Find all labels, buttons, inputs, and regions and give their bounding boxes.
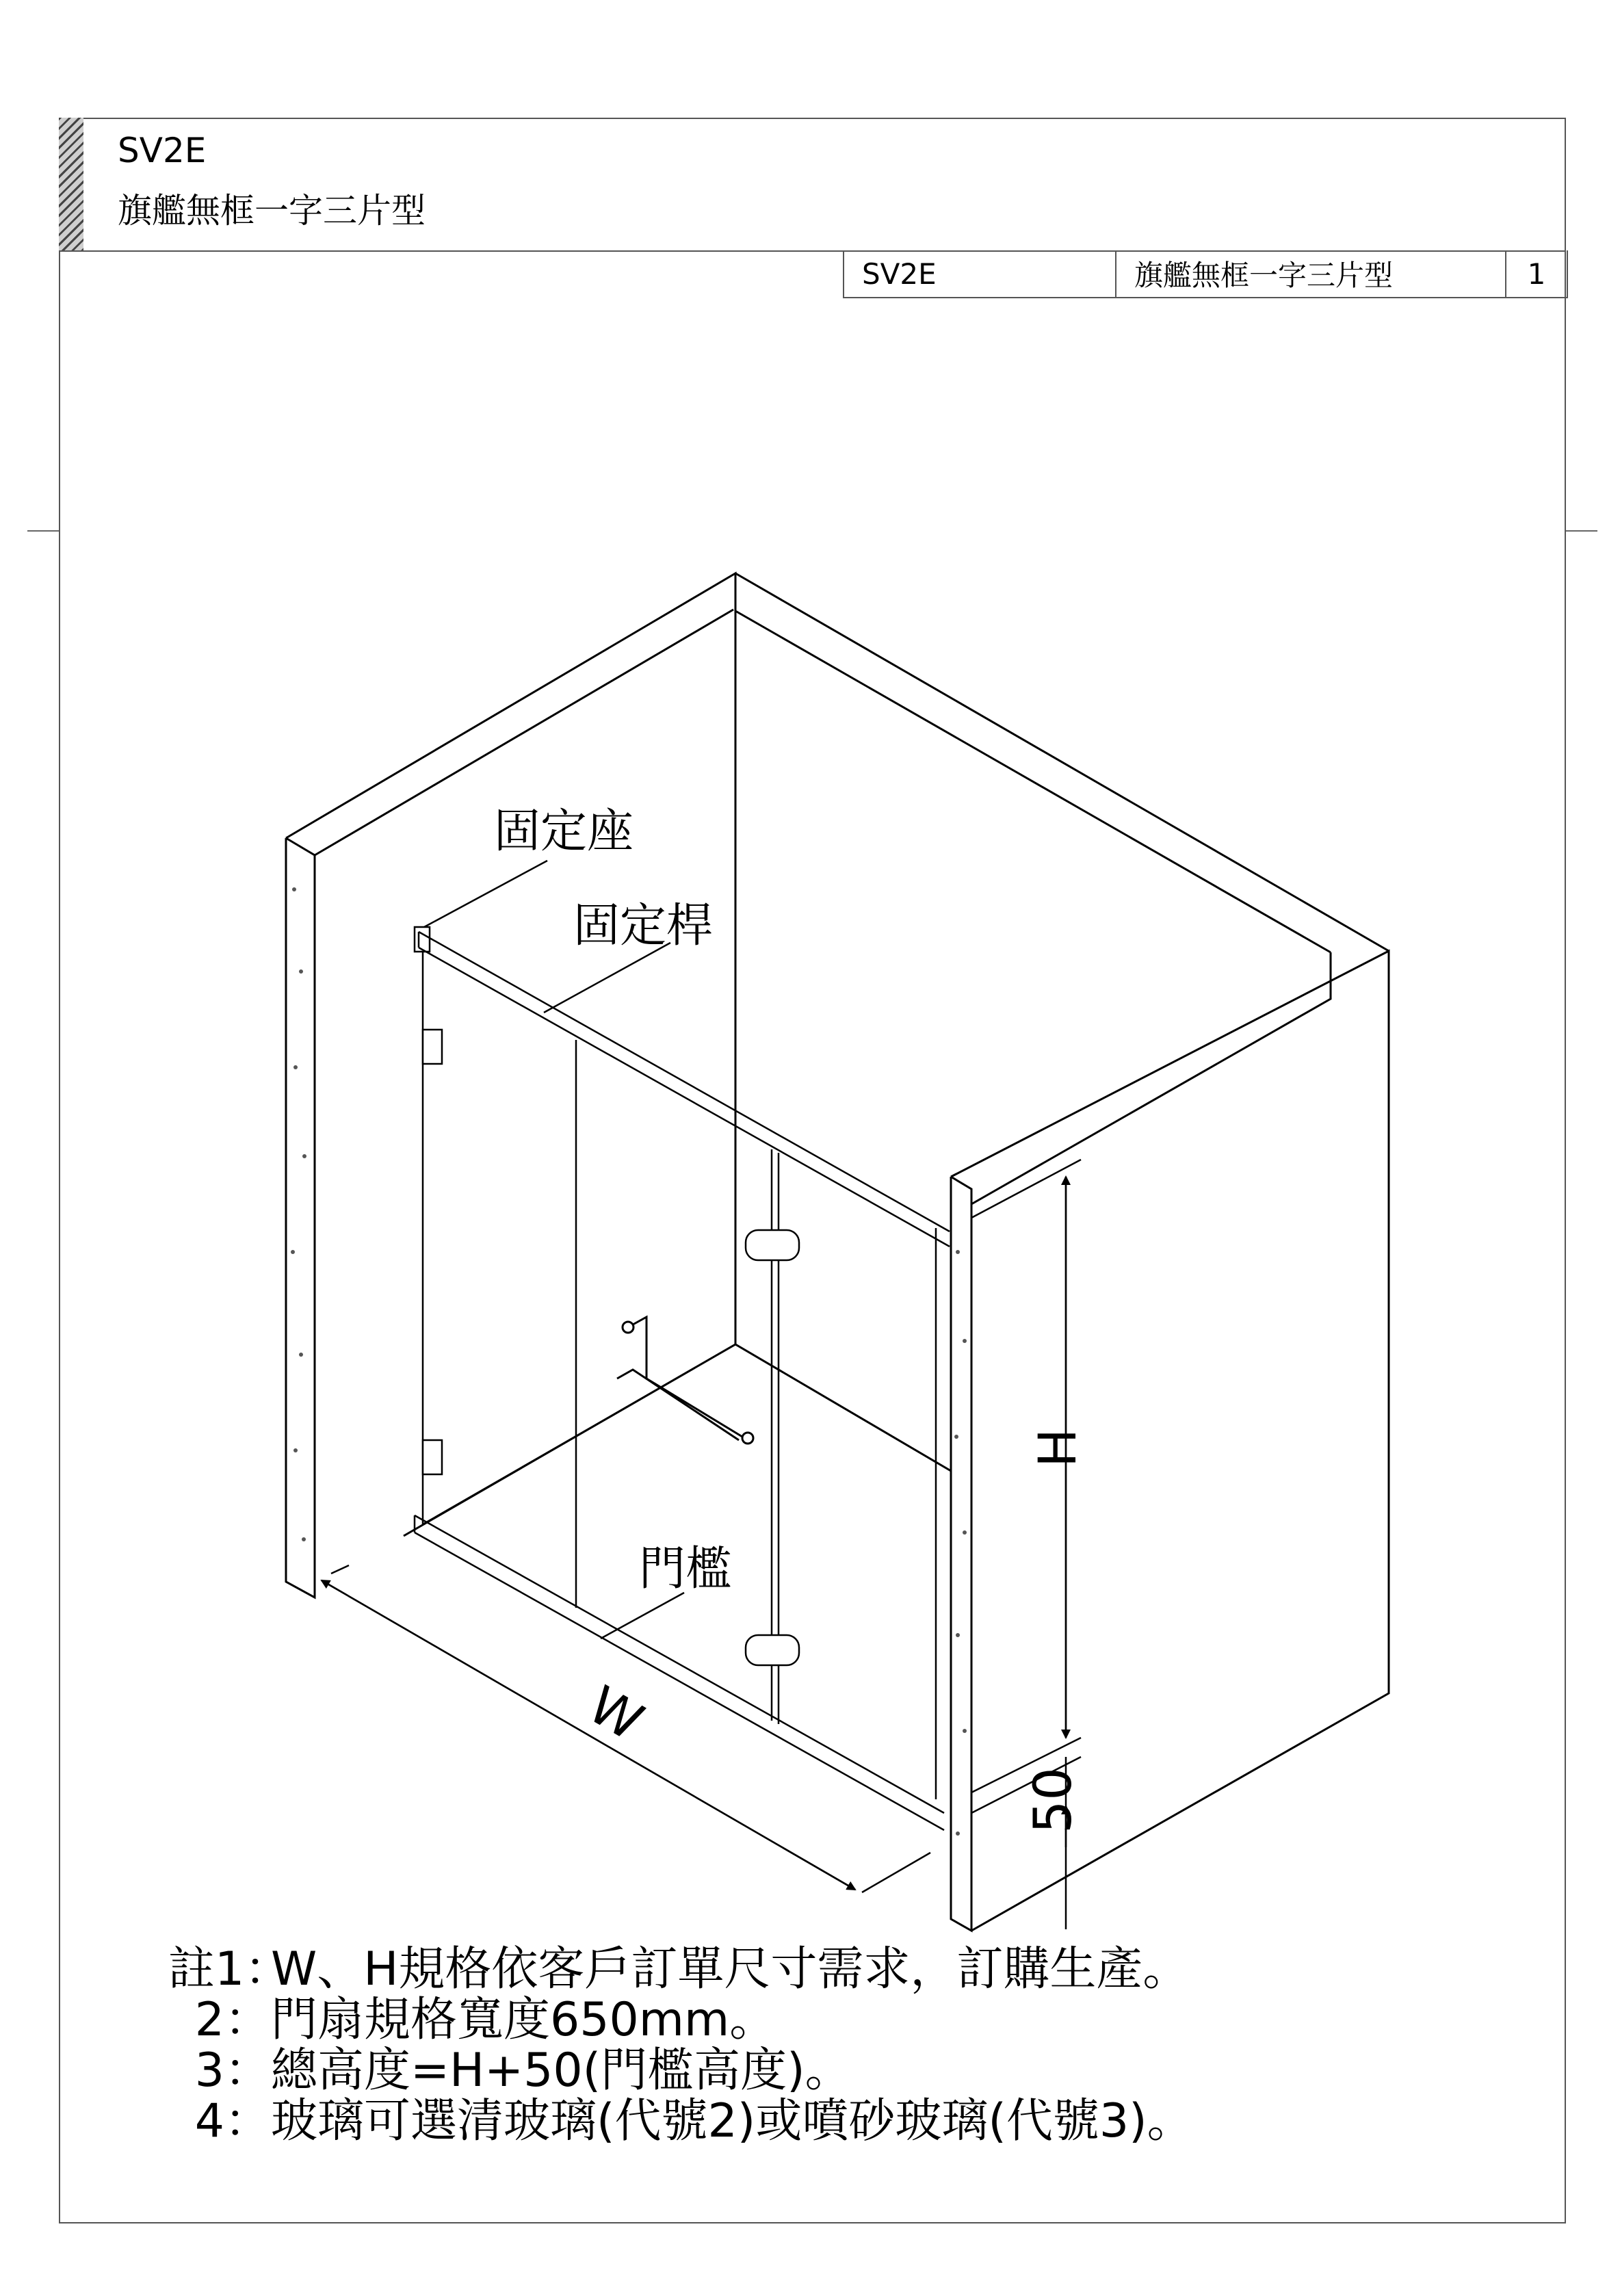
room-walls [286,573,1389,1931]
label-threshold: 門檻 [639,1542,733,1596]
dimension-width: W [578,1673,653,1753]
title-block-sheet: 1 [1505,250,1567,297]
leader-lines [424,861,684,1639]
note-number: 3： [194,2044,271,2098]
note-3 [168,2046,1194,2096]
note-1 [168,1944,1194,1995]
dimension-height: H [1027,1428,1088,1467]
glass-panels [415,927,951,1830]
note-text: 玻璃可選清玻璃(代號2)或噴砂玻璃(代號3)。 [271,2094,1194,2148]
label-fixing-seat: 固定座 [494,805,634,859]
note-2 [168,1995,1194,2046]
note-text: 總高度=H+50(門檻高度)。 [271,2044,852,2098]
note-4 [168,2096,1194,2147]
note-number: 註1： [168,1942,291,1996]
notes [168,1944,1194,2147]
title-block-name: 旗艦無框一字三片型 [1115,250,1505,297]
note-text: 門扇規格寬度650mm。 [271,1993,776,2047]
note-number: 2： [194,1993,271,2047]
header-product-name: 旗艦無框一字三片型 [118,191,426,231]
dimension-threshold-height: 50 [1022,1767,1083,1834]
note-text: W、H規格依客戶訂單尺寸需求，訂購生產。 [271,1942,1190,1996]
note-number: 4： [194,2094,271,2148]
title-block-code: SV2E [862,257,937,291]
door-handle [617,1317,753,1444]
label-fixing-rod: 固定桿 [573,899,714,953]
header-product-code: SV2E [118,131,207,170]
